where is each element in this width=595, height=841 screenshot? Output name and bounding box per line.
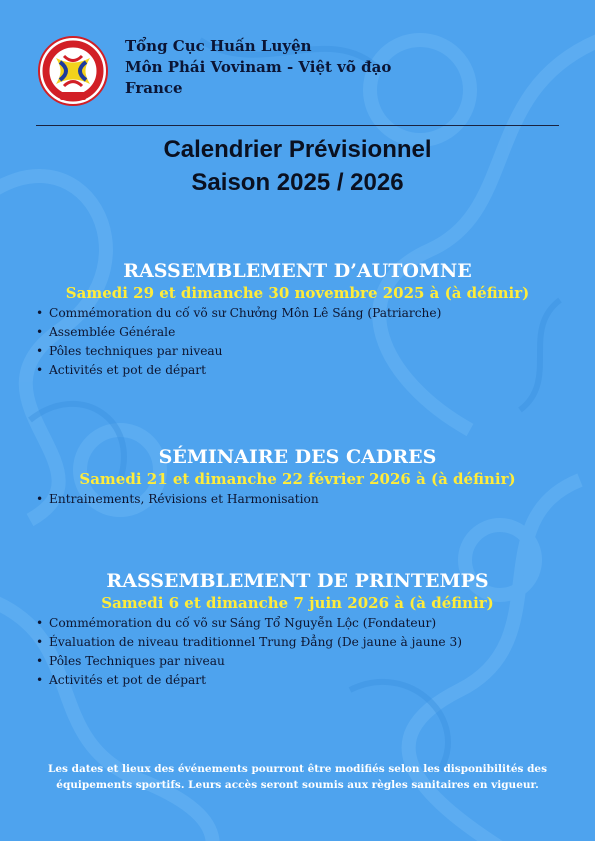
list-item: • Évaluation de niveau traditionnel Trung Đẳng (De jaune à jaune 3): [36, 635, 463, 649]
footer-line-2: équipements sportifs. Leurs accès seront soumis aux règles sanitaires en vigueur.: [56, 779, 539, 791]
list-item: • Activités et pot de départ: [36, 673, 207, 687]
list-item: • Activités et pot de départ: [36, 363, 207, 377]
org-line-2: Môn Phái Vovinam - Việt võ đạo: [125, 58, 392, 76]
page-title-line-2: Saison 2025 / 2026: [191, 169, 404, 196]
section-title: RASSEMBLEMENT DE PRINTEMPS: [106, 570, 489, 592]
section-title: RASSEMBLEMENT D’AUTOMNE: [123, 260, 472, 282]
list-item: • Assemblée Générale: [36, 325, 176, 339]
list-item: • Commémoration du cố võ sư Chưởng Môn Lê Sáng (Patriarche): [36, 306, 442, 320]
header-divider: [36, 125, 559, 126]
footer-note: [0, 761, 595, 793]
section-items: [36, 490, 595, 509]
vovinam-logo: [38, 36, 108, 106]
section-date: Samedi 29 et dimanche 30 novembre 2025 à (à définir): [65, 284, 530, 302]
org-line-3: France: [125, 79, 183, 97]
section-seminaire-cadres: [0, 446, 595, 509]
section-items: [36, 614, 595, 690]
org-line-1: Tổng Cục Huấn Luyện: [125, 37, 312, 55]
section-title: SÉMINAIRE DES CADRES: [158, 446, 437, 468]
list-item: • Pôles Techniques par niveau: [36, 654, 225, 668]
list-item: • Entrainements, Révisions et Harmonisation: [36, 492, 319, 506]
organization-name: [125, 36, 391, 99]
section-date: Samedi 21 et dimanche 22 février 2026 à (à définir): [79, 470, 516, 488]
section-date: Samedi 6 et dimanche 7 juin 2026 à (à définir): [101, 594, 494, 612]
section-rassemblement-automne: [0, 260, 595, 380]
list-item: • Commémoration du cố võ sư Sáng Tổ Nguyễn Lộc (Fondateur): [36, 616, 437, 630]
page-title: [0, 133, 595, 199]
header: [38, 36, 568, 116]
section-rassemblement-printemps: [0, 570, 595, 690]
footer-line-1: Les dates et lieux des événements pourront être modifiés selon les disponibilités des: [47, 763, 548, 775]
page-title-line-1: Calendrier Prévisionnel: [163, 136, 432, 163]
section-items: [36, 304, 595, 380]
list-item: • Pôles techniques par niveau: [36, 344, 223, 358]
